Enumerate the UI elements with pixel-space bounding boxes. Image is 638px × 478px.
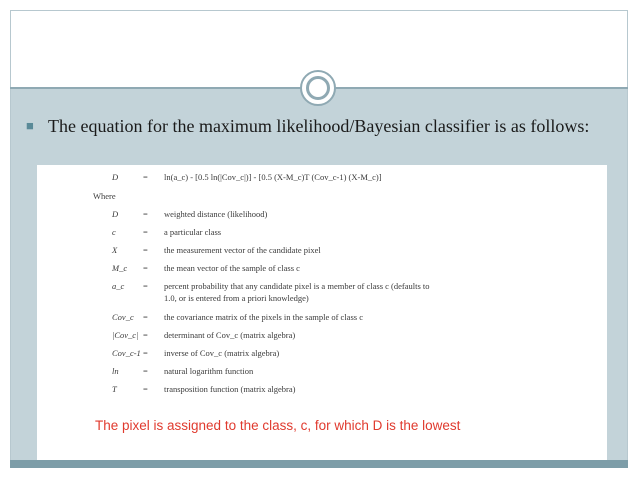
equals-sign: = bbox=[143, 245, 148, 255]
equals-sign: = bbox=[143, 330, 148, 340]
equals-sign: = bbox=[143, 312, 148, 322]
equals-sign: = bbox=[143, 172, 148, 182]
main-symbol: D bbox=[112, 172, 119, 182]
equation-image bbox=[37, 165, 607, 460]
definition-text: the mean vector of the sample of class c bbox=[164, 263, 300, 273]
equals-sign: = bbox=[143, 281, 148, 291]
equals-sign: = bbox=[143, 263, 148, 273]
definition-text: the covariance matrix of the pixels in the sample of class c bbox=[164, 312, 363, 322]
equals-sign: = bbox=[143, 366, 148, 376]
definition-symbol: c bbox=[112, 227, 116, 237]
circle-ornament-icon bbox=[300, 70, 336, 106]
equals-sign: = bbox=[143, 384, 148, 394]
definition-symbol: a_c bbox=[112, 281, 125, 291]
equals-sign: = bbox=[143, 209, 148, 219]
definition-text: the measurement vector of the candidate pixel bbox=[164, 245, 321, 255]
definition-text: a particular class bbox=[164, 227, 222, 237]
definition-symbol: M_c bbox=[112, 263, 128, 273]
equals-sign: = bbox=[143, 227, 148, 237]
definition-text: transposition function (matrix algebra) bbox=[164, 384, 296, 394]
equals-sign: = bbox=[143, 348, 148, 358]
definition-symbol: Cov_c bbox=[112, 312, 134, 322]
bullet-text: The equation for the maximum likelihood/Bayesian classifier is as follows: bbox=[48, 116, 590, 136]
definition-symbol: Cov_c-1 bbox=[112, 348, 141, 358]
definition-text: 1.0, or is entered from a priori knowledge) bbox=[164, 293, 309, 303]
definition-text: weighted distance (likelihood) bbox=[164, 209, 268, 219]
main-formula: ln(a_c) - [0.5 ln(|Cov_c|)] - [0.5 (X-M_c)T (Cov_c-1) (X-M_c)] bbox=[164, 172, 382, 182]
definition-symbol: D bbox=[112, 209, 119, 219]
definition-symbol: |Cov_c| bbox=[112, 330, 139, 340]
definition-text: determinant of Cov_c (matrix algebra) bbox=[164, 330, 296, 340]
definition-text: natural logarithm function bbox=[164, 366, 254, 376]
definition-text: inverse of Cov_c (matrix algebra) bbox=[164, 348, 280, 358]
definition-symbol: X bbox=[112, 245, 118, 255]
bullet-point bbox=[26, 114, 606, 138]
conclusion-text: The pixel is assigned to the class, c, for which D is the lowest bbox=[95, 418, 461, 433]
footer-strip bbox=[10, 460, 628, 468]
definition-text: percent probability that any candidate pixel is a member of class c (defaults to bbox=[164, 281, 430, 291]
definition-symbol: ln bbox=[112, 366, 119, 376]
definition-symbol: T bbox=[112, 384, 117, 394]
where-label: Where bbox=[93, 191, 116, 201]
square-bullet-icon: ■ bbox=[26, 118, 34, 133]
